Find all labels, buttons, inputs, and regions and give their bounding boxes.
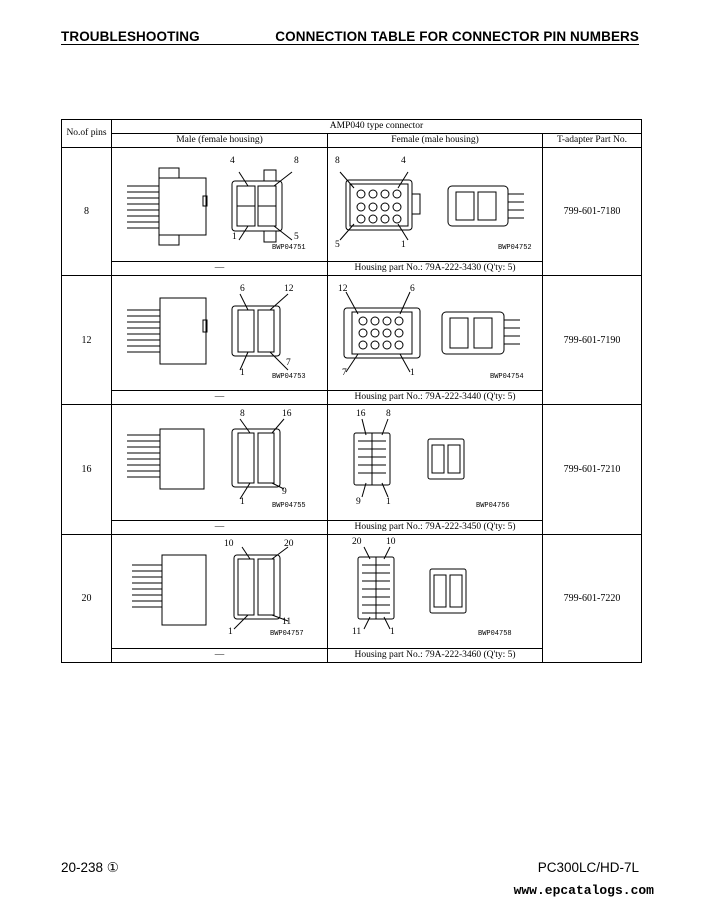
pin-label: 5 [335,240,340,250]
pin-label: 7 [342,368,347,378]
male-housing-cell: — [112,391,328,405]
pins-cell: 8 [62,148,112,276]
pin-label: 1 [232,232,237,242]
model-name: PC300LC/HD-7L [537,860,639,875]
pins-cell: 20 [62,535,112,663]
col-header-tadapter: T-adapter Part No. [543,134,642,148]
male-connector-drawing-cell [112,148,328,262]
pin-label: 1 [240,497,245,507]
tadapter-cell: 799-601-7180 [543,148,642,276]
figure-code: BWP04752 [498,244,532,252]
col-header-male: Male (female housing) [112,134,328,148]
male-housing-cell: — [112,521,328,535]
female-connector-drawing-cell [328,276,543,391]
pin-label: 1 [410,368,415,378]
pin-label: 1 [401,240,406,250]
pin-label: 20 [352,537,362,547]
figure-code: BWP04755 [272,502,306,510]
table-row [62,148,642,262]
figure-code: BWP04757 [270,630,304,638]
section-title: TROUBLESHOOTING [61,29,200,44]
tadapter-cell: 799-601-7210 [543,405,642,535]
female-connector-drawing-cell [328,535,543,649]
table-row [62,405,642,521]
pin-label: 20 [284,539,294,549]
pin-label: 8 [294,156,299,166]
table-header-row-1 [62,120,642,134]
pin-label: 12 [338,284,348,294]
connector-table [61,119,642,663]
pin-label: 4 [230,156,235,166]
watermark-link[interactable]: www.epcatalogs.com [513,883,654,898]
table-row [62,276,642,391]
pin-label: 4 [401,156,406,166]
pin-label: 1 [390,627,395,637]
male-housing-cell: — [112,649,328,663]
female-housing-cell: Housing part No.: 79A-222-3430 (Q'ty: 5) [328,262,543,276]
female-housing-cell: Housing part No.: 79A-222-3440 (Q'ty: 5) [328,391,543,405]
pin-label: 9 [282,487,287,497]
pin-label: 11 [282,617,292,627]
pin-label: 8 [335,156,340,166]
figure-code: BWP04753 [272,373,306,381]
pins-cell: 16 [62,405,112,535]
pin-label: 12 [284,284,294,294]
figure-code: BWP04758 [478,630,512,638]
pin-label: 6 [410,284,415,294]
table-row [62,535,642,649]
page-title: CONNECTION TABLE FOR CONNECTOR PIN NUMBERS [275,29,639,44]
pin-label: 5 [294,232,299,242]
figure-code: BWP04756 [476,502,510,510]
figure-code: BWP04751 [272,244,306,252]
male-housing-cell: — [112,262,328,276]
male-connector-drawing-cell [112,405,328,521]
female-housing-cell: Housing part No.: 79A-222-3450 (Q'ty: 5) [328,521,543,535]
male-connector-drawing-cell [112,535,328,649]
pin-label: 16 [282,409,292,419]
col-header-female: Female (male housing) [328,134,543,148]
pin-label: 8 [240,409,245,419]
tadapter-cell: 799-601-7190 [543,276,642,405]
female-connector-drawing-cell [328,148,543,262]
pin-label: 16 [356,409,366,419]
pin-label: 9 [356,497,361,507]
pin-label: 10 [224,539,234,549]
tadapter-cell: 799-601-7220 [543,535,642,663]
pin-label: 1 [386,497,391,507]
male-connector-drawing-cell [112,276,328,391]
female-housing-cell: Housing part No.: 79A-222-3460 (Q'ty: 5) [328,649,543,663]
pins-cell: 12 [62,276,112,405]
table-header-row-2 [62,134,642,148]
female-connector-drawing-cell [328,405,543,521]
pin-label: 1 [240,368,245,378]
pin-label: 6 [240,284,245,294]
pin-label: 8 [386,409,391,419]
pin-label: 10 [386,537,396,547]
figure-code: BWP04754 [490,373,524,381]
pin-label: 11 [352,627,362,637]
group-header: AMP040 type connector [112,120,642,134]
col-header-no-pins: No.of pins [62,120,112,148]
pin-label: 1 [228,627,233,637]
page-number: 20-238 ① [61,860,119,875]
header-rule [61,44,639,45]
pin-label: 7 [286,358,291,368]
